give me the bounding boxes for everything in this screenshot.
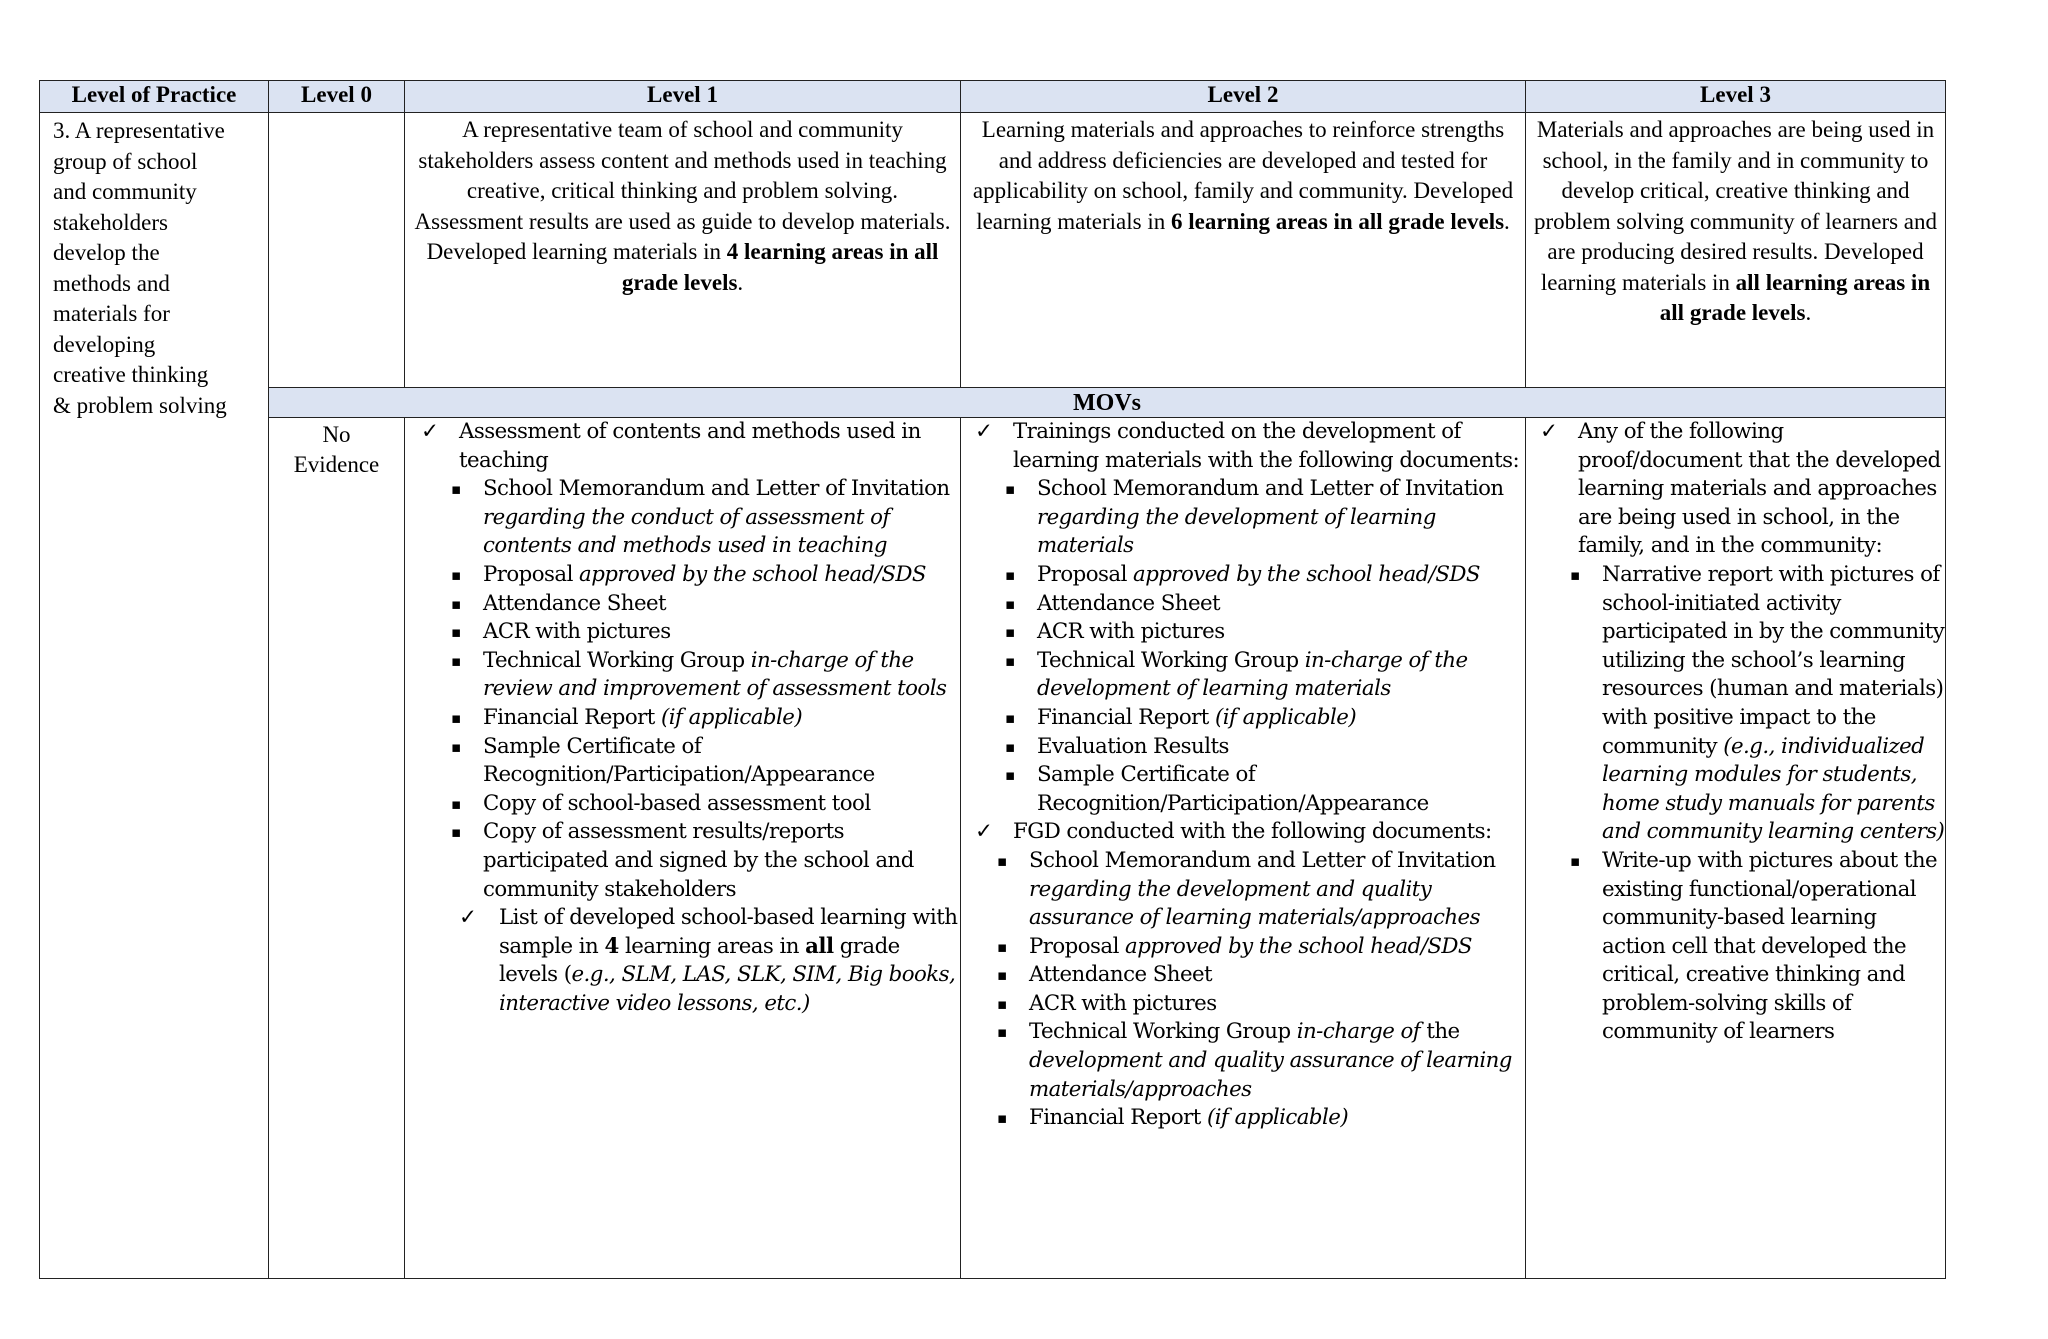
practice-line: methods and [53,270,170,296]
list-item: ✓ Trainings conducted on the development of learning materials with the following documents: [975,419,1520,473]
level-1-description: A representative team of school and community stakeholders assess content and methods used in teaching creative, critical thinking and problem solving. Assessment results are used as guide to develop materials. Developed learning materials in 4 learning areas in all grade levels. [405,113,961,388]
practice-line: group of school [53,148,198,174]
checkmark-icon: ✓ [975,419,993,444]
square-bullet-icon: ▪ [997,966,1007,985]
square-bullet-icon: ▪ [1570,565,1580,584]
list-item: ▪ ACR with pictures [451,618,960,647]
list-item: ▪ Technical Working Group in-charge of the development of learning materials [1005,647,1468,702]
square-bullet-icon: ▪ [1005,708,1015,727]
square-bullet-icon: ▪ [997,937,1007,956]
list-item: ✓ Assessment of contents and methods used in teaching [421,419,921,473]
list-item: ✓ List of developed school-based learning with sample in 4 learning areas in all grade levels (e.g., SLM, LAS, SLK, SIM, Big books, interactive video lessons, etc.) [459,905,958,1016]
list-item: ▪ Copy of assessment results/reports participated and signed by the school and community stakeholders [451,819,914,902]
practice-line: developing [53,331,156,357]
square-bullet-icon: ▪ [451,565,461,584]
list-item: ▪ Sample Certificate of Recognition/Participation/Appearance [1005,762,1429,816]
list-item: ▪ Attendance Sheet [997,961,1525,990]
list-item: ▪ Sample Certificate of Recognition/Participation/Appearance [451,733,875,788]
checkmark-icon: ✓ [459,905,477,931]
practice-line: creative thinking [53,362,209,387]
list-item: ▪ Proposal approved by the school head/SDS [1005,561,1525,590]
square-bullet-icon: ▪ [451,737,461,756]
checkmark-icon: ✓ [421,419,439,444]
level-3-description: Materials and approaches are being used in school, in the family and in community to develop critical, creative thinking and problem solving community of learners and are producing desired results. Developed learning materials in all learning areas in all grade levels. [1526,113,1946,388]
header-level-0: Level 0 [269,81,405,113]
list-item: ▪ Write-up with pictures about the existing functional/operational community-based learning action cell that developed the critical, creative thinking and problem-solving skills of community of learners [1570,847,1938,1045]
movs-label: MOVs [269,388,1946,418]
list-item: ▪ Evaluation Results [1005,733,1525,762]
square-bullet-icon: ▪ [997,1023,1007,1042]
description-row [40,113,1946,388]
square-bullet-icon: ▪ [451,594,461,613]
square-bullet-icon: ▪ [1005,766,1015,785]
square-bullet-icon: ▪ [1005,594,1015,613]
square-bullet-icon: ▪ [451,651,461,670]
square-bullet-icon: ▪ [1005,737,1015,756]
list-item: ▪ ACR with pictures [997,990,1525,1019]
practice-line: stakeholders [53,209,168,235]
header-level-2: Level 2 [961,81,1526,113]
practice-line: 3. A representative [53,118,225,143]
level-of-practice-table [39,80,1946,1279]
list-item: ✓ FGD conducted with the following documents: [973,818,1525,847]
list-item: ▪ ACR with pictures [1005,618,1525,647]
practice-line: & problem solving [53,392,227,418]
list-item: ▪ Narrative report with pictures of school-initiated activity participated in by the community utilizing the school’s learning resources (human and materials) with positive impact to the community (e.g., individualized learning modules for students, home study manuals for parents and community learning centers) [1570,561,1945,845]
list-item: ✓ Any of the following proof/document that the developed learning materials and approaches are being used in school, in the family, and in the community: [1540,419,1941,559]
square-bullet-icon: ▪ [1005,651,1015,670]
level-3-movs [1526,418,1946,1279]
square-bullet-icon: ▪ [1005,480,1015,499]
level-2-movs [961,418,1526,1279]
square-bullet-icon: ▪ [451,708,461,727]
square-bullet-icon: ▪ [451,794,461,813]
square-bullet-icon: ▪ [1005,623,1015,642]
practice-line: develop the [53,240,160,265]
header-level-of-practice: Level of Practice [40,81,269,113]
square-bullet-icon: ▪ [451,480,461,499]
practice-line: and community [53,179,197,204]
header-row [40,81,1946,113]
level-0-description [269,113,405,388]
square-bullet-icon: ▪ [451,823,461,842]
list-item: ▪ Attendance Sheet [451,590,960,619]
list-item: ▪ Financial Report (if applicable) [451,704,960,733]
level-0-movs: No Evidence [269,418,405,1279]
practice-description [40,113,269,1279]
header-level-1: Level 1 [405,81,961,113]
list-item: ▪ Technical Working Group in-charge of the development and quality assurance of learning materials/approaches [997,1019,1512,1102]
list-item: ▪ School Memorandum and Letter of Invitation regarding the conduct of assessment of contents and methods used in teaching [451,476,950,559]
list-item: ▪ Financial Report (if applicable) [1005,704,1525,733]
checkmark-icon: ✓ [1540,419,1558,444]
square-bullet-icon: ▪ [1570,851,1580,870]
level-2-description: Learning materials and approaches to reinforce strengths and address deficiencies are developed and tested for applicability on school, family and community. Developed learning materials in 6 learning areas in all grade levels. [961,113,1526,388]
square-bullet-icon: ▪ [997,994,1007,1013]
list-item: ▪ Proposal approved by the school head/SDS [997,933,1525,962]
list-item: ▪ School Memorandum and Letter of Invitation regarding the development and quality assurance of learning materials/approaches [997,847,1496,931]
checkmark-icon: ✓ [975,819,993,845]
movs-header-row [40,388,1946,418]
square-bullet-icon: ▪ [997,851,1007,870]
list-item: ▪ Copy of school-based assessment tool [451,790,960,819]
list-item: ▪ Financial Report (if applicable) [997,1104,1525,1133]
header-level-3: Level 3 [1526,81,1946,113]
square-bullet-icon: ▪ [1005,565,1015,584]
square-bullet-icon: ▪ [451,623,461,642]
list-item: ▪ School Memorandum and Letter of Invitation regarding the development of learning materials [1005,476,1504,559]
list-item: ▪ Attendance Sheet [1005,590,1525,619]
level-1-movs [405,418,961,1279]
square-bullet-icon: ▪ [997,1109,1007,1128]
list-item: ▪ Proposal approved by the school head/SDS [451,561,960,590]
list-item: ▪ Technical Working Group in-charge of the review and improvement of assessment tools [451,647,947,702]
movs-row [40,418,1946,1279]
practice-line: materials for [53,301,170,326]
